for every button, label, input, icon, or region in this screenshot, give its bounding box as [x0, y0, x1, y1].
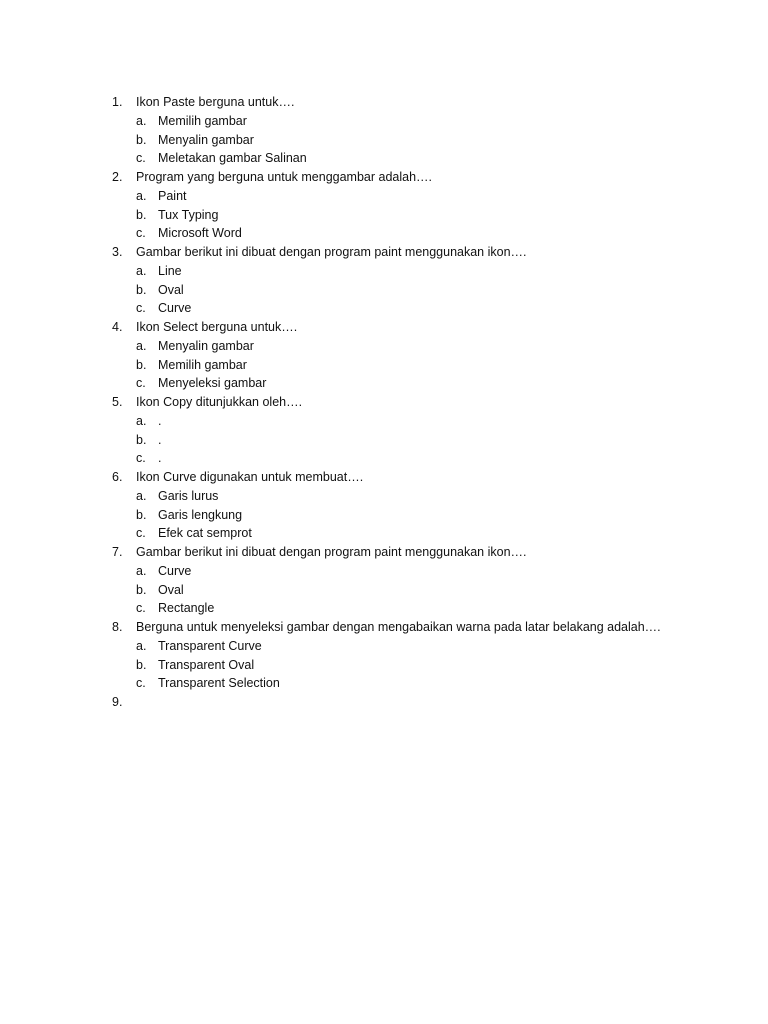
question-row: [112, 543, 732, 562]
question-text: Berguna untuk menyeleksi gambar dengan mengabaikan warna pada latar belakang adalah….: [136, 620, 661, 634]
answer-options: [112, 187, 732, 243]
option-letter: b.: [136, 357, 147, 372]
option-text: .: [158, 451, 162, 466]
option-text: Transparent Curve: [158, 638, 262, 653]
question-text: Ikon Paste berguna untuk….: [136, 95, 295, 109]
option-text: Memilih gambar: [158, 357, 247, 372]
question-item: [112, 693, 732, 712]
option-text: Curve: [158, 301, 192, 316]
question-number: 3.: [112, 245, 123, 259]
option-text: Microsoft Word: [158, 226, 242, 241]
option-text: Tux Typing: [158, 207, 219, 222]
answer-option: [136, 581, 732, 600]
answer-option: [136, 449, 732, 468]
question-text: Ikon Curve digunakan untuk membuat….: [136, 470, 364, 484]
question-text: Ikon Select berguna untuk….: [136, 320, 298, 334]
option-letter: c.: [136, 451, 146, 466]
question-item: [112, 468, 732, 543]
answer-options: [112, 562, 732, 618]
answer-option: [136, 131, 732, 150]
option-letter: b.: [136, 657, 147, 672]
question-number: 7.: [112, 545, 123, 559]
option-letter: a.: [136, 113, 147, 128]
option-text: Curve: [158, 563, 192, 578]
answer-options: [112, 112, 732, 168]
option-text: Memilih gambar: [158, 113, 247, 128]
question-text: [136, 693, 732, 712]
answer-option: [136, 412, 732, 431]
option-text: Oval: [158, 582, 184, 597]
question-item: [112, 618, 732, 693]
answer-option: [136, 506, 732, 525]
question-item: [112, 543, 732, 618]
answer-option: [136, 224, 732, 243]
option-text: Transparent Selection: [158, 676, 280, 691]
option-letter: c.: [136, 676, 146, 691]
option-letter: c.: [136, 226, 146, 241]
option-text: Rectangle: [158, 601, 215, 616]
option-letter: a.: [136, 338, 147, 353]
answer-option: [136, 337, 732, 356]
answer-option: [136, 206, 732, 225]
option-text: Transparent Oval: [158, 657, 255, 672]
option-letter: a.: [136, 188, 147, 203]
answer-option: [136, 299, 732, 318]
question-text: Gambar berikut ini dibuat dengan program paint menggunakan ikon….: [136, 245, 527, 259]
question-item: [112, 318, 732, 393]
option-text: Efek cat semprot: [158, 526, 252, 541]
question-text: Gambar berikut ini dibuat dengan program paint menggunakan ikon….: [136, 545, 527, 559]
answer-option: [136, 562, 732, 581]
option-letter: b.: [136, 282, 147, 297]
question-row: [112, 243, 732, 262]
option-text: Garis lurus: [158, 488, 219, 503]
answer-options: [112, 412, 732, 468]
answer-option: [136, 112, 732, 131]
question-row: [112, 393, 732, 412]
answer-options: [112, 262, 732, 318]
option-letter: b.: [136, 132, 147, 147]
option-text: Meletakan gambar Salinan: [158, 151, 307, 166]
question-number: 5.: [112, 395, 123, 409]
answer-option: [136, 187, 732, 206]
question-number: 8.: [112, 620, 123, 634]
answer-option: [136, 431, 732, 450]
option-text: .: [158, 413, 162, 428]
question-row: [112, 318, 732, 337]
option-letter: a.: [136, 488, 147, 503]
question-item: [112, 243, 732, 318]
question-text: Ikon Copy ditunjukkan oleh….: [136, 395, 303, 409]
option-letter: b.: [136, 207, 147, 222]
question-row: [112, 93, 732, 112]
option-letter: a.: [136, 638, 147, 653]
question-text: Program yang berguna untuk menggambar adalah….: [136, 170, 433, 184]
question-item: [112, 393, 732, 468]
answer-options: [112, 487, 732, 543]
option-letter: c.: [136, 376, 146, 391]
answer-option: [136, 637, 732, 656]
option-letter: b.: [136, 507, 147, 522]
option-letter: a.: [136, 563, 147, 578]
option-letter: c.: [136, 151, 146, 166]
answer-option: [136, 599, 732, 618]
question-number: 2.: [112, 170, 123, 184]
answer-option: [136, 374, 732, 393]
answer-options: [112, 637, 732, 693]
answer-option: [136, 487, 732, 506]
question-row: [112, 693, 732, 712]
option-text: Paint: [158, 188, 187, 203]
option-letter: b.: [136, 582, 147, 597]
question-item: [112, 168, 732, 243]
answer-options: [112, 337, 732, 393]
option-letter: c.: [136, 601, 146, 616]
option-text: .: [158, 432, 162, 447]
answer-option: [136, 149, 732, 168]
question-number: 9.: [112, 695, 123, 709]
answer-option: [136, 674, 732, 693]
question-list: [112, 93, 732, 712]
option-text: Menyalin gambar: [158, 338, 254, 353]
option-text: Line: [158, 263, 182, 278]
option-text: Menyalin gambar: [158, 132, 254, 147]
option-text: Menyeleksi gambar: [158, 376, 267, 391]
option-letter: a.: [136, 263, 147, 278]
answer-option: [136, 356, 732, 375]
option-letter: b.: [136, 432, 147, 447]
question-number: 4.: [112, 320, 123, 334]
question-number: 1.: [112, 95, 123, 109]
answer-option: [136, 281, 732, 300]
question-number: 6.: [112, 470, 123, 484]
question-item: [112, 93, 732, 168]
option-letter: a.: [136, 413, 147, 428]
question-row: [112, 618, 732, 637]
answer-option: [136, 656, 732, 675]
question-row: [112, 468, 732, 487]
option-letter: c.: [136, 301, 146, 316]
answer-option: [136, 524, 732, 543]
option-text: Garis lengkung: [158, 507, 243, 522]
question-row: [112, 168, 732, 187]
option-text: Oval: [158, 282, 184, 297]
answer-option: [136, 262, 732, 281]
option-letter: c.: [136, 526, 146, 541]
